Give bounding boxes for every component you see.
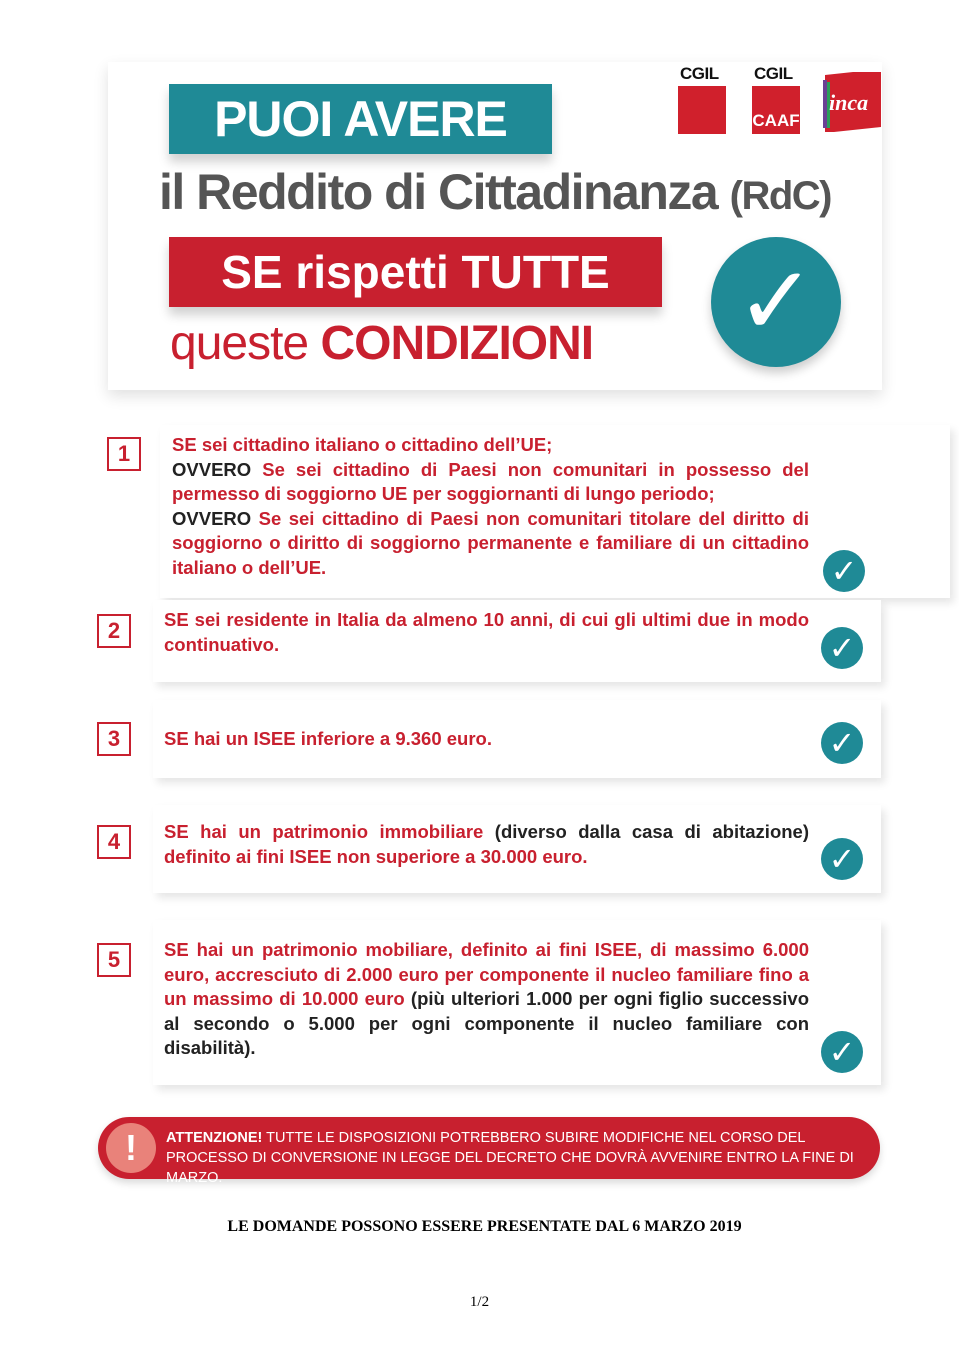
inca-logo: [823, 72, 883, 132]
conditions-heading: [170, 316, 593, 371]
caaf-logo-top-text: CGIL: [754, 64, 793, 83]
warning-icon: !: [106, 1123, 156, 1173]
check-icon: ✓: [821, 1031, 863, 1073]
check-icon: ✓: [821, 722, 863, 764]
condition-number: 1: [107, 437, 141, 471]
headline-banner: PUOI AVERE: [169, 84, 552, 154]
cgil-logo: [678, 64, 726, 134]
condition-number: 3: [97, 722, 131, 756]
check-icon: ✓: [711, 237, 841, 367]
page-title: [108, 163, 882, 221]
footer-note: LE DOMANDE POSSONO ESSERE PRESENTATE DAL 6 MARZO 2019: [227, 1218, 742, 1235]
conditions-word: CONDIZIONI: [320, 317, 594, 370]
condition-text: SE sei residente in Italia da almeno 10 anni, di cui gli ultimi due in modo continuativo.: [164, 609, 809, 655]
check-icon: ✓: [821, 838, 863, 880]
caaf-logo-text: CAAF: [752, 111, 800, 130]
conditions-prefix: queste: [170, 317, 309, 370]
warning-text: ATTENZIONE! TUTTE LE DISPOSIZIONI POTREBBERO SUBIRE MODIFICHE NEL CORSO DEL PROCESSO DI CONVERSIONE IN LEGGE DEL DECRETO CHE DOVRÀ AVVENIRE ENTRO LA FINE DI MARZO.: [166, 1130, 854, 1186]
caaf-logo: [752, 64, 800, 134]
condition-number: 2: [97, 614, 131, 648]
check-icon: ✓: [823, 550, 865, 592]
title-main: il Reddito di Cittadinanza: [159, 164, 718, 220]
inca-logo-text: inca: [829, 90, 869, 115]
condition-text: SE hai un patrimonio mobiliare, definito ai fini ISEE, di massimo 6.000 euro, accresciuto di 2.000 euro per componente il nucleo familiare fino a un massimo di 10.000 euro (più ulteriori 1.000 per ogni figlio successivo al secondo o 5.000 per ogni componente il nucleo familiare con disabilità).: [164, 939, 809, 1058]
check-icon: ✓: [821, 627, 863, 669]
condition-number: 5: [97, 943, 131, 977]
condition-text: SE hai un ISEE inferiore a 9.360 euro.: [164, 728, 492, 749]
title-abbr: (RdC): [729, 174, 831, 218]
cgil-logo-text: CGIL: [680, 64, 719, 83]
subheadline-banner: SE rispetti TUTTE: [169, 237, 662, 307]
page-number: 1/2: [469, 1294, 490, 1310]
condition-text: SE sei cittadino italiano o cittadino dell’UE; OVVERO Se sei cittadino di Paesi non comunitari in possesso del permesso di soggiorno UE per soggiornanti di lungo periodo; OVVERO Se sei cittadino di Paesi non comunitari titolare del diritto di soggiorno o diritto di soggiorno permanente e familiare di un cittadino italiano o dell’UE.: [172, 434, 809, 578]
condition-number: 4: [97, 825, 131, 859]
condition-text: SE hai un patrimonio immobiliare (diverso dalla casa di abitazione) definito ai fini ISEE non superiore a 30.000 euro.: [164, 821, 809, 867]
